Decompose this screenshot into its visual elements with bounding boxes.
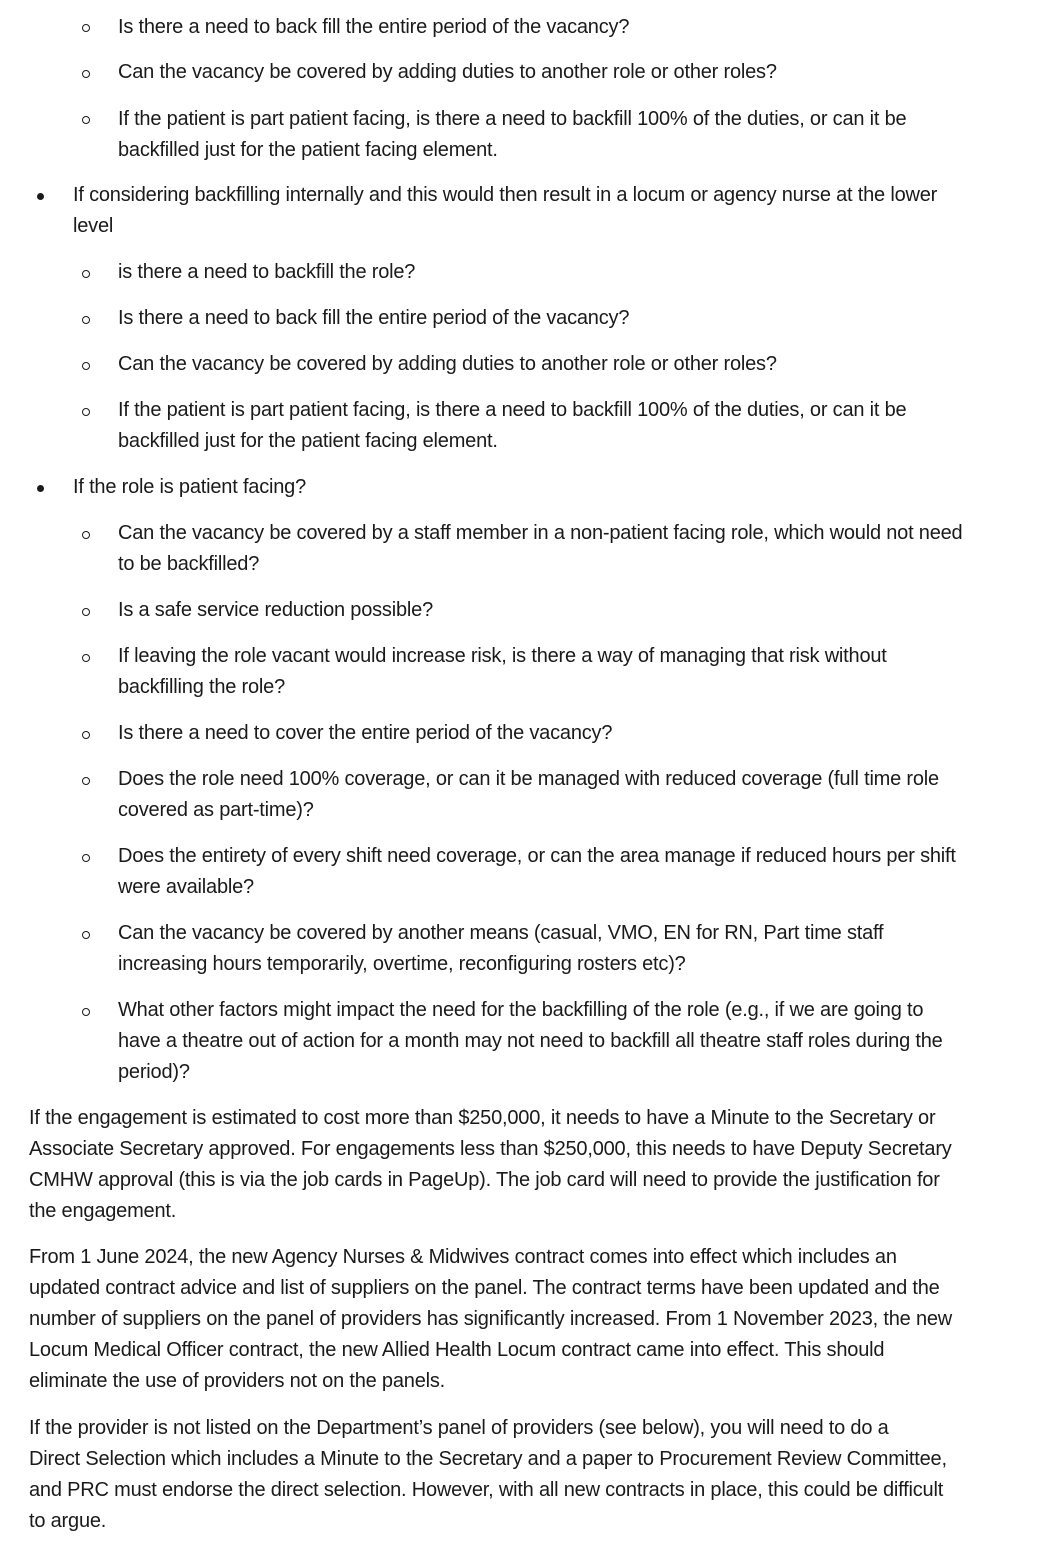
paragraph-line: If the provider is not listed on the Department’s panel of providers (see below), you will need to do a [29, 1417, 889, 1439]
paragraph-line: If the engagement is estimated to cost more than $250,000, it needs to have a Minute to the Secretary or [29, 1107, 936, 1129]
sub-bullet-marker [82, 1008, 90, 1016]
list-item: Does the role need 100% coverage, or can it be managed with reduced coverage (full time role [118, 768, 939, 790]
list-item: If leaving the role vacant would increase risk, is there a way of managing that risk without [118, 645, 887, 667]
sub-bullet-marker [82, 731, 90, 739]
sub-bullet-marker [82, 531, 90, 539]
list-item-continuation: have a theatre out of action for a month may not need to backfill all theatre staff roles during the [118, 1030, 943, 1052]
list-item-continuation: were available? [118, 876, 254, 898]
list-item: If considering backfilling internally and this would then result in a locum or agency nurse at the lower [73, 184, 938, 206]
paragraph-line: From 1 June 2024, the new Agency Nurses & Midwives contract comes into effect which includes an [29, 1246, 897, 1268]
sub-bullet-marker [82, 654, 90, 662]
list-item: If the role is patient facing? [73, 476, 307, 498]
list-item: Is there a need to back fill the entire period of the vacancy? [118, 16, 630, 38]
sub-bullet-marker [82, 408, 90, 416]
sub-bullet-marker [82, 931, 90, 939]
paragraph-line: updated contract advice and list of suppliers on the panel. The contract terms have been updated and the [29, 1277, 940, 1299]
list-item: Is there a need to back fill the entire period of the vacancy? [118, 307, 630, 329]
sub-bullet-marker [82, 854, 90, 862]
paragraph-line: eliminate the use of providers not on the panels. [29, 1370, 446, 1392]
paragraph-line: and PRC must endorse the direct selection. However, with all new contracts in place, this could be difficult [29, 1479, 944, 1501]
list-item: is there a need to backfill the role? [118, 261, 416, 283]
sub-bullet-marker [82, 70, 90, 78]
list-item-continuation: level [73, 215, 114, 237]
list-item: What other factors might impact the need for the backfilling of the role (e.g., if we are going to [118, 999, 924, 1021]
sub-bullet-marker [82, 24, 90, 32]
sub-bullet-marker [82, 270, 90, 278]
list-item-continuation: covered as part-time)? [118, 799, 314, 821]
list-item: If the patient is part patient facing, is there a need to backfill 100% of the duties, or can it be [118, 108, 907, 130]
list-item-continuation: backfilled just for the patient facing element. [118, 139, 498, 161]
paragraph-line: Direct Selection which includes a Minute to the Secretary and a paper to Procurement Review Committee, [29, 1448, 947, 1470]
list-item: Is a safe service reduction possible? [118, 599, 433, 621]
list-item: Can the vacancy be covered by adding duties to another role or other roles? [118, 353, 777, 375]
list-item-continuation: backfilled just for the patient facing element. [118, 430, 498, 452]
bullet-marker [37, 193, 44, 200]
paragraph-line: number of suppliers on the panel of providers has significantly increased. From 1 November 2023, the new [29, 1308, 953, 1330]
paragraph-line: the engagement. [29, 1200, 177, 1222]
list-item-continuation: backfilling the role? [118, 676, 286, 698]
paragraph-line: Locum Medical Officer contract, the new Allied Health Locum contract came into effect. This should [29, 1339, 885, 1361]
list-item: Does the entirety of every shift need coverage, or can the area manage if reduced hours per shift [118, 845, 956, 867]
paragraph-line: to argue. [29, 1510, 107, 1532]
sub-bullet-marker [82, 116, 90, 124]
list-item-continuation: to be backfilled? [118, 553, 260, 575]
list-item-continuation: increasing hours temporarily, overtime, reconfiguring rosters etc)? [118, 953, 686, 975]
sub-bullet-marker [82, 362, 90, 370]
sub-bullet-marker [82, 777, 90, 785]
list-item: Can the vacancy be covered by a staff member in a non-patient facing role, which would not need [118, 522, 963, 544]
list-item: Is there a need to cover the entire period of the vacancy? [118, 722, 613, 744]
list-item: Can the vacancy be covered by another means (casual, VMO, EN for RN, Part time staff [118, 922, 884, 944]
list-item: Can the vacancy be covered by adding duties to another role or other roles? [118, 61, 777, 83]
list-item-continuation: period)? [118, 1061, 190, 1083]
sub-bullet-marker [82, 608, 90, 616]
sub-bullet-marker [82, 316, 90, 324]
list-item: If the patient is part patient facing, is there a need to backfill 100% of the duties, or can it be [118, 399, 907, 421]
paragraph-line: Associate Secretary approved. For engagements less than $250,000, this needs to have Deputy Secretary [29, 1138, 952, 1160]
bullet-marker [37, 485, 44, 492]
paragraph-line: CMHW approval (this is via the job cards in PageUp). The job card will need to provide the justification for [29, 1169, 940, 1191]
